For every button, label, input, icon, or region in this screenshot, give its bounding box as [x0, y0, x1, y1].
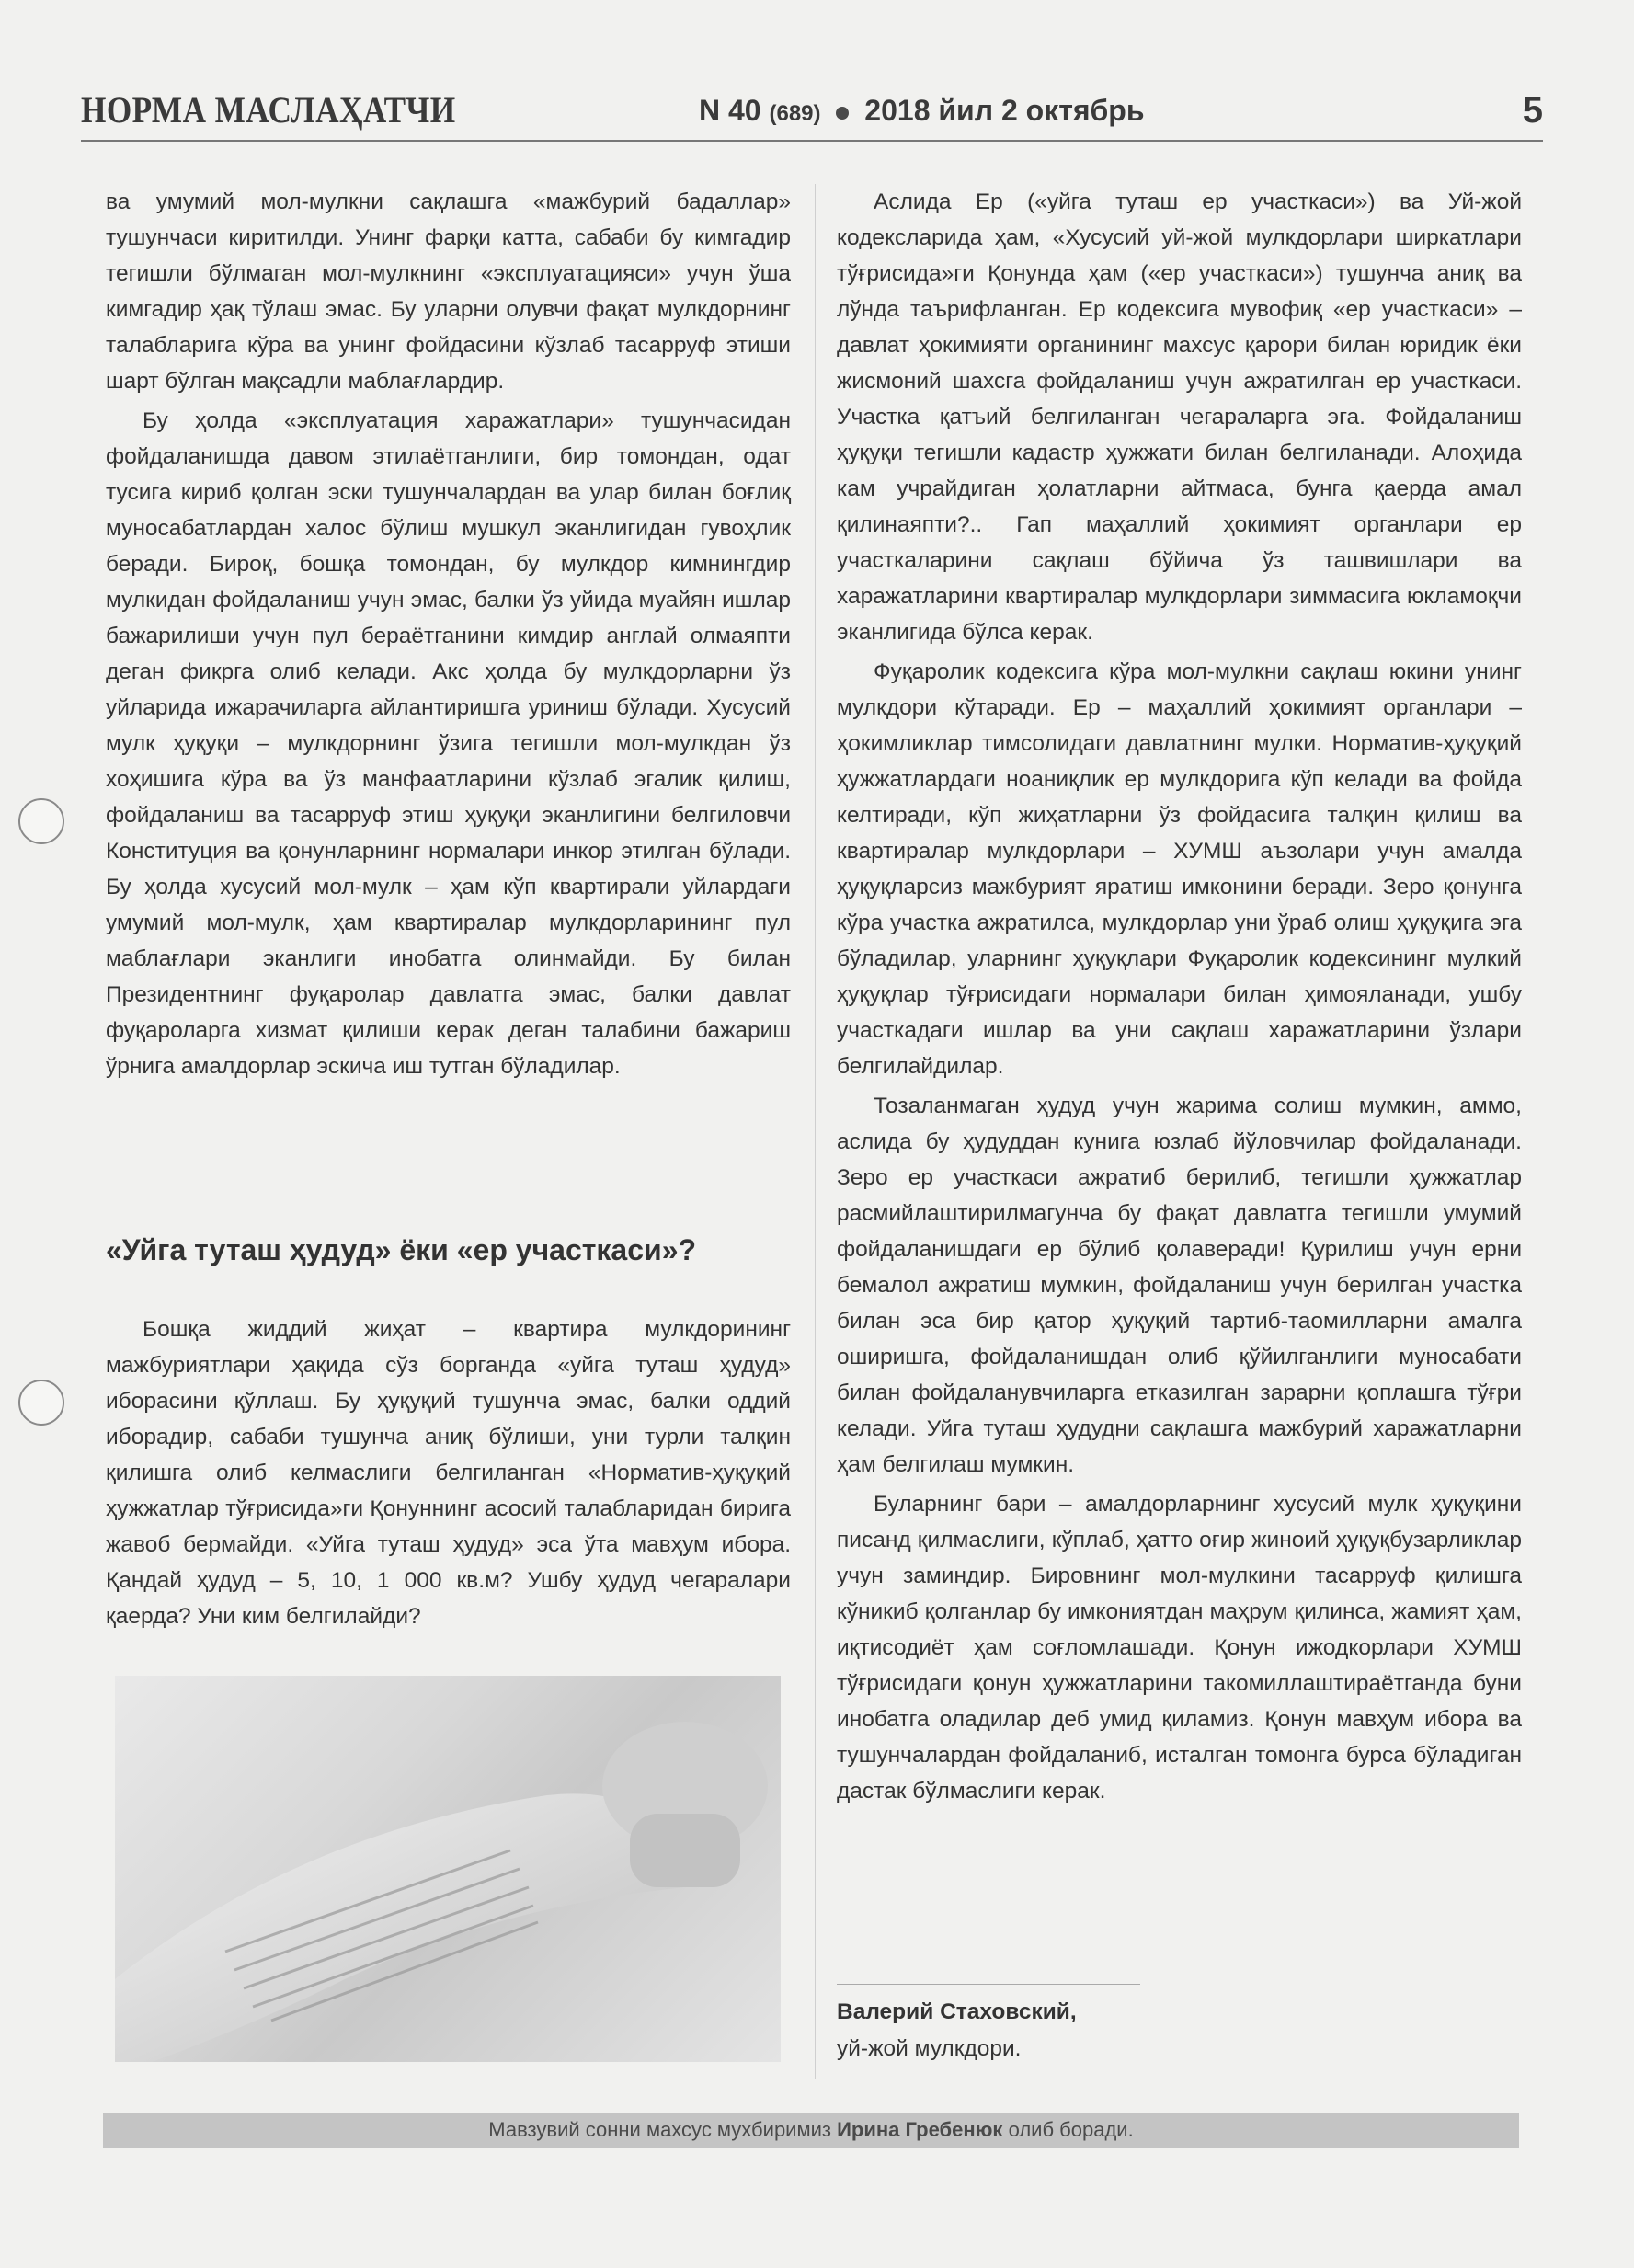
masthead: НОРМА МАСЛАҲАТЧИ: [81, 89, 456, 131]
issue-total: (689): [769, 101, 821, 126]
issue-number: N 40: [699, 94, 761, 127]
author-signature: [837, 1994, 1077, 2068]
section-subheading: «Уйга туташ ҳудуд» ёки «ер участкаси»?: [106, 1233, 697, 1266]
paragraph: Бошқа жиддий жиҳат – квартира мулкдорининг мажбуриятлари ҳақида сўз борганда «уйга туташ ҳудуд» иборасини қўллаш. Бу ҳуқуқий тушунча эмас, балки оддий иборадир, сабаби тушунча аниқ бўлиши, уни турли талқин қилишга олиб келмаслиги белгиланган «Норматив-ҳуқуқий ҳужжатлар тўғрисида»ги Қонуннинг асосий талабларидан бирига жавоб бермайди. «Уйга туташ ҳудуд» эса ўта мавҳум ибора. Қандай ҳудуд – 5, 10, 1 000 кв.м? Ушбу ҳудуд чегаралари қаерда? Уни ким белгилайди?: [106, 1317, 791, 1629]
footer-suffix: олиб боради.: [1008, 2118, 1134, 2141]
footer-prefix: Мавзувий сонни махсус мухбиримиз: [488, 2118, 831, 2141]
paragraph: Тозаланмаган ҳудуд учун жарима солиш мумкин, аммо, аслида бу ҳудуддан кунига юзлаб йўловчилар фойдаланади. Зеро ер участкаси ажратиб берилиб, тегишли ҳужжатлар расмийлаштирилмагунча бу фақат давлатга тегишли умумий фойдаланишдаги ер бўлиб қолаверади! Қурилиш учун ерни бемалол ажратиш мумкин, фойдаланиш учун берилган участка билан эса бир қатор ҳуқуқий тартиб-таомилларни амалга оширишга, фойдаланишдан олиб қўйилганлиги муносабати билан фойдаланувчиларга етказилган зарарни қоплашга тўғри келади. Уйга туташ ҳудудни сақлашга мажбурий харажатларни ҳам белгилаш мумкин.: [837, 1094, 1522, 1477]
paragraph: ва умумий мол-мулкни сақлашга «мажбурий бадаллар» тушунчаси киритилди. Унинг фарқи катта, сабаби бу кимгадир тегишли бўлмаган мол-мулкнинг «эксплуатацияси» учун ўша кимгадир ҳақ тўлаш эмас. Бу уларни олувчи фақат мулкдорнинг талабларига кўра ва унинг фойдасини кўзлаб тасарруф этиши шарт бўлган мақсадли маблағлардир.: [106, 189, 791, 394]
issue-info: [699, 94, 1145, 128]
signature-divider: [837, 1984, 1140, 1985]
left-column-section: [106, 1312, 791, 1634]
author-name: Валерий Стаховский,: [837, 1999, 1077, 2024]
right-column: [837, 184, 1522, 1809]
issue-date: 2018 йил 2 октябрь: [864, 94, 1145, 127]
paragraph: Фуқаролик кодексига кўра мол-мулкни сақлаш юкини унинг мулкдори кўтаради. Ер – маҳаллий ҳокимият органлари – ҳокимликлар тимсолидаги давлатнинг мулки. Норматив-ҳуқуқий ҳужжатлардаги ноаниқлик ер мулкдорига кўп келади ва фойда келтиради, кўп жиҳатларни ўз фойдасига талқин қилиш ва квартиралар мулкдорлари – ХУМШ аъзолари учун амалда ҳуқуқларсиз мажбурият яратиш имконини беради. Зеро қонунга кўра участка ажратилса, мулкдорлар уни ўраб олиш ҳуқуқига эга бўладилар, уларнинг ҳуқуқлари Фуқаролик кодексининг мулкий ҳуқуқлар тўғрисидаги нормалари билан ҳимояланади, ушбу участкадаги ишлар ва уни сақлаш харажатларини ўзлари белгилайдилар.: [837, 659, 1522, 1079]
punch-hole: [18, 1380, 64, 1426]
left-column: [106, 184, 791, 1084]
paragraph: Буларнинг бари – амалдорларнинг хусусий мулк ҳуқуқини писанд қилмаслиги, кўплаб, ҳатто оғир жиноий ҳуқуқбузарликлар учун заминдир. Бировнинг мол-мулкини тасарруф қилишга кўникиб қолганлар бу имкониятдан маҳрум қилинса, жамият ҳам, иқтисодиёт ҳам соғломлашади. Қонун ижодкорлари ХУМШ тўғрисидаги қонун ҳужжатларини такомиллаштираётганда буни инобатга оладилар деб умид қиламиз. Қонун мавҳум ибора ва тушунчалардан фойдаланиб, исталган томонга бурса бўладиган дастак бўлмаслиги керак.: [837, 1492, 1522, 1804]
footer-credit: [103, 2113, 1519, 2148]
column-divider: [815, 184, 816, 2079]
newspaper-photo: [115, 1676, 781, 2062]
page-number: 5: [1522, 90, 1543, 131]
bullet-icon: [836, 107, 849, 120]
newspaper-reading-image: [115, 1676, 781, 2062]
punch-hole: [18, 798, 64, 844]
author-role: уй-жой мулкдори.: [837, 2036, 1022, 2061]
footer-name: Ирина Гребенюк: [837, 2118, 1003, 2141]
paragraph: Аслида Ер («уйга туташ ер участкаси») ва Уй-жой кодексларида ҳам, «Хусусий уй-жой мулкдорлари ширкатлари тўғрисида»ги Қонунда ҳам («ер участкаси») тушунча аниқ ва лўнда таърифланган. Ер кодексига мувофиқ «ер участкаси» – давлат ҳокимияти органининг махсус қарори билан юридик ёки жисмоний шахсга фойдаланиш учун ажратилган ер участкаси. Участка қатъий белгиланган чегараларга эга. Фойдаланиш ҳуқуқи тегишли кадастр ҳужжати билан белгиланади. Алоҳида кам учрайдиган ҳолатларни айтмаса, бунга қаерда амал қилинаяпти?.. Гап маҳаллий ҳокимият органлари ер участкаларини сақлаш бўйича ўз ташвишлари ва харажатларини квартиралар мулкдорлари зиммасига юкламоқчи эканлигида бўлса керак.: [837, 189, 1522, 645]
page-header: [81, 85, 1543, 142]
paragraph: Бу ҳолда «эксплуатация харажатлари» тушунчасидан фойдаланишда давом этилаётганлиги, бир томондан, одат тусига кириб қолган эски тушунчалардан ва улар билан боғлиқ муносабатлардан халос бўлиш мушкул эканлигидан гувоҳлик беради. Бироқ, бошқа томондан, бу мулкдор кимнингдир мулкидан фойдаланиш учун эмас, балки ўз уйида муайян ишлар бажарилиши учун пул бераётганини кимдир англай олмаяпти деган фикрга олиб келади. Акс ҳолда бу мулкдорларни ўз уйларида ижарачиларга айлантиришга уриниш бўлади. Хусусий мулк ҳуқуқи – мулкдорнинг ўзига тегишли мол-мулкдан ўз хоҳишига кўра ва ўз манфаатларини кўзлаб эгалик қилиш, фойдаланиш ва тасарруф этиш ҳуқуқи эканлигини белгиловчи Конституция ва қонунларнинг нормалари инкор этилган бўлади. Бу ҳолда хусусий мол-мулк – ҳам кўп квартирали уйлардаги умумий мол-мулк, ҳам квартиралар мулкдорларининг пул маблағлари эканлиги инобатга олинмайди. Бу билан Президентнинг фуқаролар давлатга эмас, балки давлат фуқароларга хизмат қилиши керак деган талабини бажариш ўрнига амалдорлар эскича иш тутган бўладилар.: [106, 408, 791, 1079]
